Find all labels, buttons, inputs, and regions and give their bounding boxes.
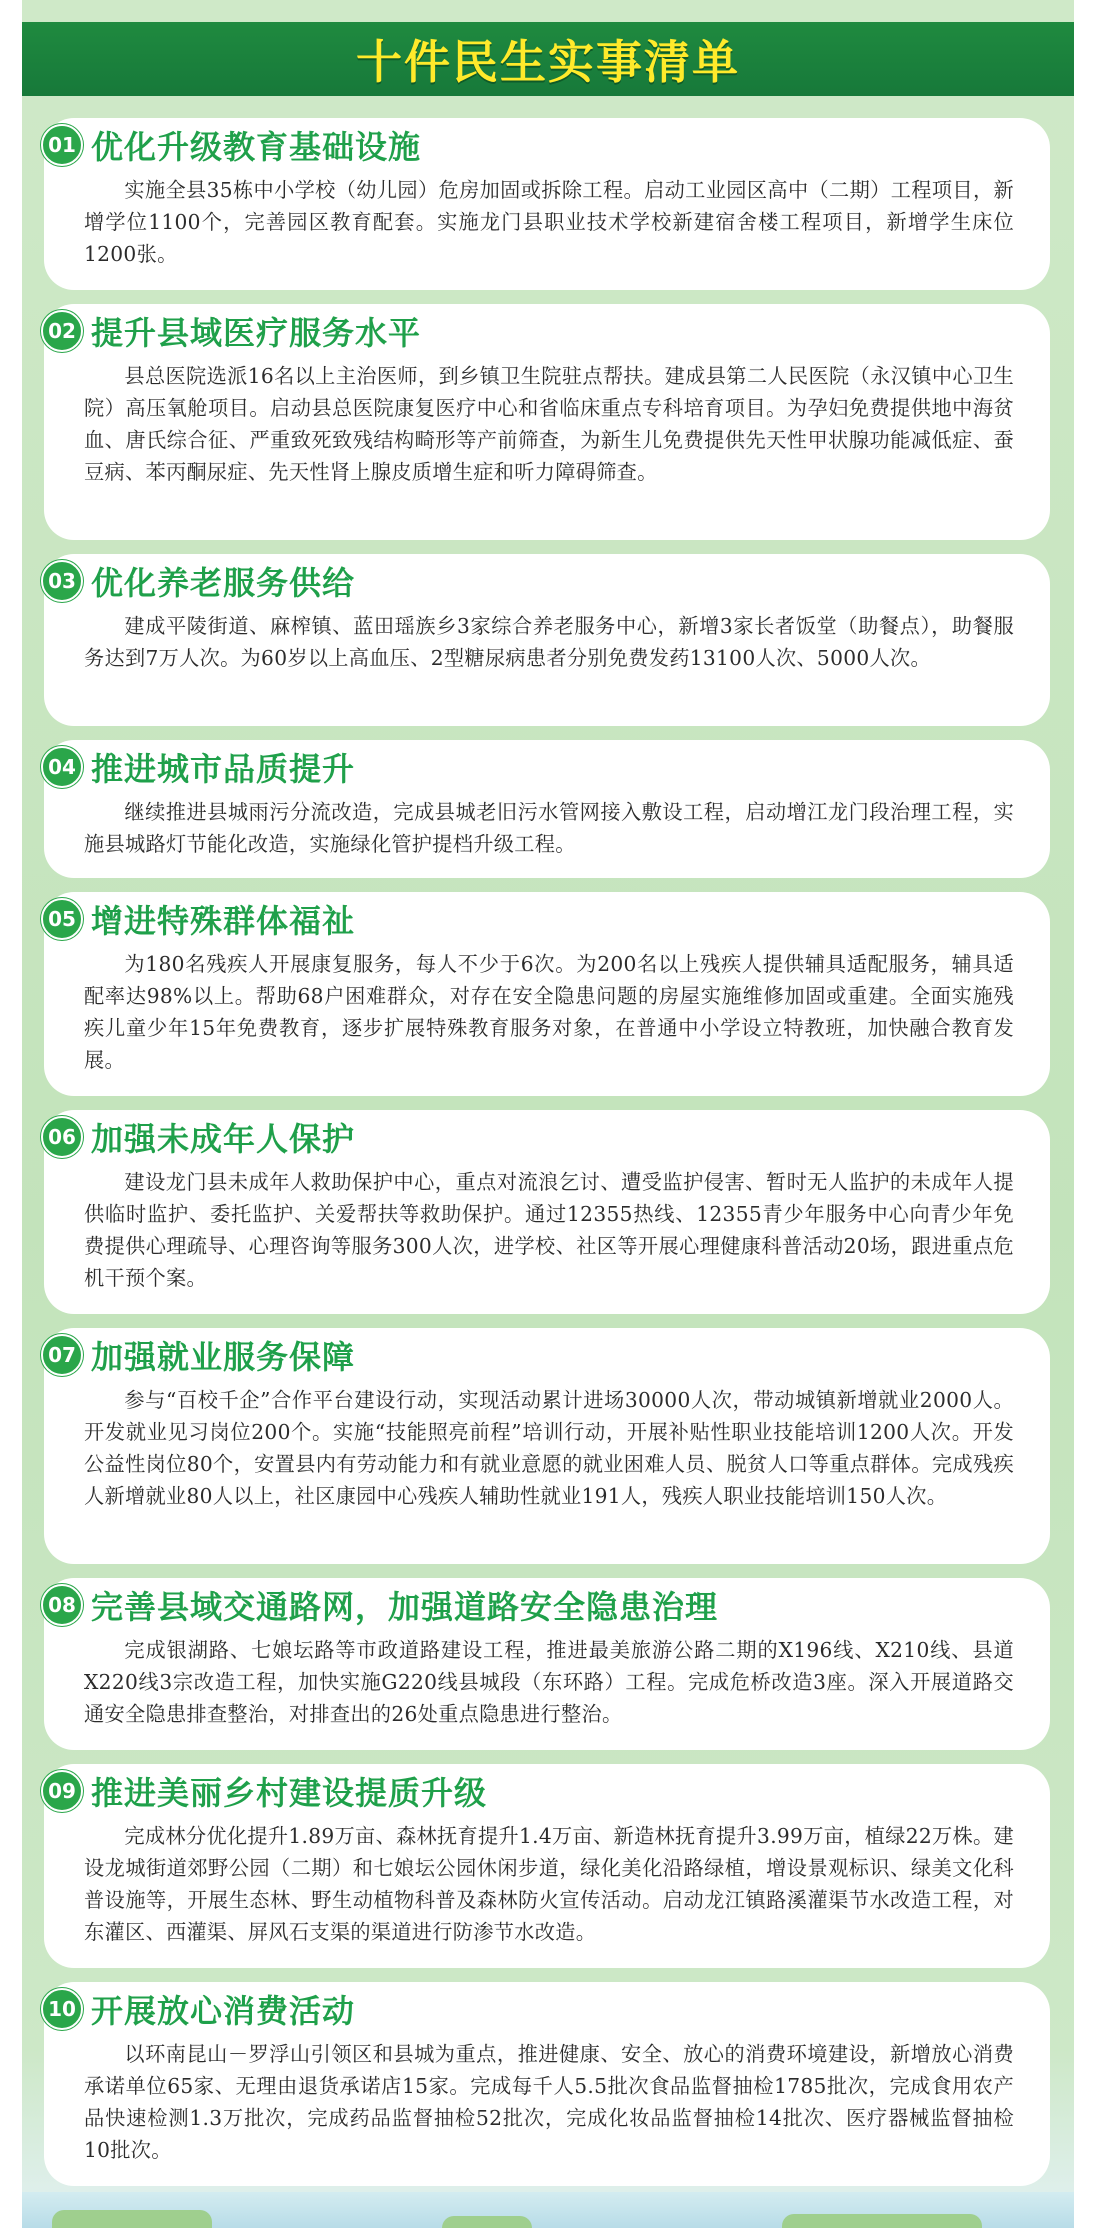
section-01 xyxy=(44,118,1050,290)
section-title: 优化养老服务供给 xyxy=(91,564,356,602)
number-badge: 02 xyxy=(41,310,83,352)
section-heading xyxy=(41,122,421,168)
section-body: 参与“百校千企”合作平台建设行动，实现活动累计进场30000人次，带动城镇新增就业2000人。开发就业见习岗位200个。实施“技能照亮前程”培训行动，开展补贴性职业技能培训1200人次。开发公益性岗位80个，安置县内有劳动能力和有就业意愿的就业困难人员、脱贫人口等重点群体。完成残疾人新增就业80人以上，社区康园中心残疾人辅助性就业191人，残疾人职业技能培训150人次。 xyxy=(84,1388,1014,1508)
section-heading xyxy=(41,558,355,604)
header-banner xyxy=(22,22,1074,96)
section-09 xyxy=(44,1764,1050,1968)
section-title: 推进美丽乡村建设提质升级 xyxy=(91,1774,488,1812)
number-badge: 07 xyxy=(41,1334,83,1376)
number-badge: 08 xyxy=(41,1584,83,1626)
number-badge: 03 xyxy=(41,560,83,602)
section-title: 完善县域交通路网，加强道路安全隐患治理 xyxy=(91,1588,719,1626)
section-heading xyxy=(41,1332,355,1378)
number-badge: 01 xyxy=(41,124,83,166)
section-title: 开展放心消费活动 xyxy=(91,1992,356,2030)
section-title: 加强就业服务保障 xyxy=(91,1338,356,1376)
number-badge: 10 xyxy=(41,1988,83,2030)
section-body: 实施全县35栋中小学校（幼儿园）危房加固或拆除工程。启动工业园区高中（二期）工程项目，新增学位1100个，完善园区教育配套。实施龙门县职业技术学校新建宿舍楼工程项目，新增学生床位1200张。 xyxy=(84,178,1014,266)
page-title: 十件民生实事清单 xyxy=(356,35,740,89)
section-title: 优化升级教育基础设施 xyxy=(91,128,422,166)
number-badge: 04 xyxy=(41,746,83,788)
section-body: 建设龙门县未成年人救助保护中心，重点对流浪乞讨、遭受监护侵害、暂时无人监护的未成年人提供临时监护、委托监护、关爱帮扶等救助保护。通过12355热线、12355青少年服务中心向青少年免费提供心理疏导、心理咨询等服务300人次，进学校、社区等开展心理健康科普活动20场，跟进重点危机干预个案。 xyxy=(84,1170,1014,1290)
section-body: 为180名残疾人开展康复服务，每人不少于6次。为200名以上残疾人提供辅具适配服务，辅具适配率达98%以上。帮助68户困难群众，对存在安全隐患问题的房屋实施维修加固或重建。全面实施残疾儿童少年15年免费教育，逐步扩展特殊教育服务对象，在普通中小学设立特教班，加快融合教育发展。 xyxy=(84,952,1014,1072)
section-body: 建成平陵街道、麻榨镇、蓝田瑶族乡3家综合养老服务中心，新增3家长者饭堂（助餐点），助餐服务达到7万人次。为60岁以上高血压、2型糖尿病患者分别免费发药13100人次、5000人次。 xyxy=(84,614,1014,670)
section-heading xyxy=(41,1768,487,1814)
section-heading xyxy=(41,1986,355,2032)
section-title: 增进特殊群体福祉 xyxy=(91,902,356,940)
left-margin xyxy=(0,0,22,2228)
section-body: 以环南昆山－罗浮山引领区和县城为重点，推进健康、安全、放心的消费环境建设，新增放心消费承诺单位65家、无理由退货承诺店15家。完成每千人5.5批次食品监督抽检1785批次，完成食用农产品快速检测1.3万批次，完成药品监督抽检52批次，完成化妆品监督抽检14批次、医疗器械监督抽检10批次。 xyxy=(84,2042,1014,2162)
section-body: 继续推进县城雨污分流改造，完成县城老旧污水管网接入敷设工程，启动增江龙门段治理工程，实施县城路灯节能化改造，实施绿化管护提档升级工程。 xyxy=(84,800,1014,856)
section-06 xyxy=(44,1110,1050,1314)
right-margin xyxy=(1074,0,1096,2228)
section-body: 完成林分优化提升1.89万亩、森林抚育提升1.4万亩、新造林抚育提升3.99万亩，植绿22万株。建设龙城街道郊野公园（二期）和七娘坛公园休闲步道，绿化美化沿路绿植，增设景观标识、绿美文化科普设施等，开展生态林、野生动植物科普及森林防火宣传活动。启动龙江镇路溪灌渠节水改造工程，对东灌区、西灌渠、屏风石支渠的渠道进行防渗节水改造。 xyxy=(84,1824,1014,1944)
decorative-bush xyxy=(442,2216,532,2228)
section-02 xyxy=(44,304,1050,540)
footer-scenery xyxy=(22,2192,1074,2228)
section-07 xyxy=(44,1328,1050,1564)
section-body: 县总医院选派16名以上主治医师，到乡镇卫生院驻点帮扶。建成县第二人民医院（永汉镇中心卫生院）高压氧舱项目。启动县总医院康复医疗中心和省临床重点专科培育项目。为孕妇免费提供地中海贫血、唐氏综合征、严重致死致残结构畸形等产前筛查，为新生儿免费提供先天性甲状腺功能减低症、蚕豆病、苯丙酮尿症、先天性肾上腺皮质增生症和听力障碍筛查。 xyxy=(84,364,1014,484)
number-badge: 06 xyxy=(41,1116,83,1158)
section-08 xyxy=(44,1578,1050,1750)
number-badge: 09 xyxy=(41,1770,83,1812)
section-10 xyxy=(44,1982,1050,2186)
section-03 xyxy=(44,554,1050,726)
section-04 xyxy=(44,740,1050,878)
section-05 xyxy=(44,892,1050,1096)
section-title: 推进城市品质提升 xyxy=(91,750,356,788)
decorative-bush xyxy=(52,2210,212,2228)
decorative-bush xyxy=(782,2214,982,2228)
section-heading xyxy=(41,1582,718,1628)
section-title: 提升县域医疗服务水平 xyxy=(91,314,422,352)
section-body: 完成银湖路、七娘坛路等市政道路建设工程，推进最美旅游公路二期的X196线、X210线、县道X220线3宗改造工程，加快实施G220线县城段（东环路）工程。完成危桥改造3座。深入开展道路交通安全隐患排查整治，对排查出的26处重点隐患进行整治。 xyxy=(84,1638,1014,1726)
section-title: 加强未成年人保护 xyxy=(91,1120,356,1158)
number-badge: 05 xyxy=(41,898,83,940)
section-heading xyxy=(41,896,355,942)
section-heading xyxy=(41,1114,355,1160)
section-heading xyxy=(41,308,421,354)
section-heading xyxy=(41,744,355,790)
